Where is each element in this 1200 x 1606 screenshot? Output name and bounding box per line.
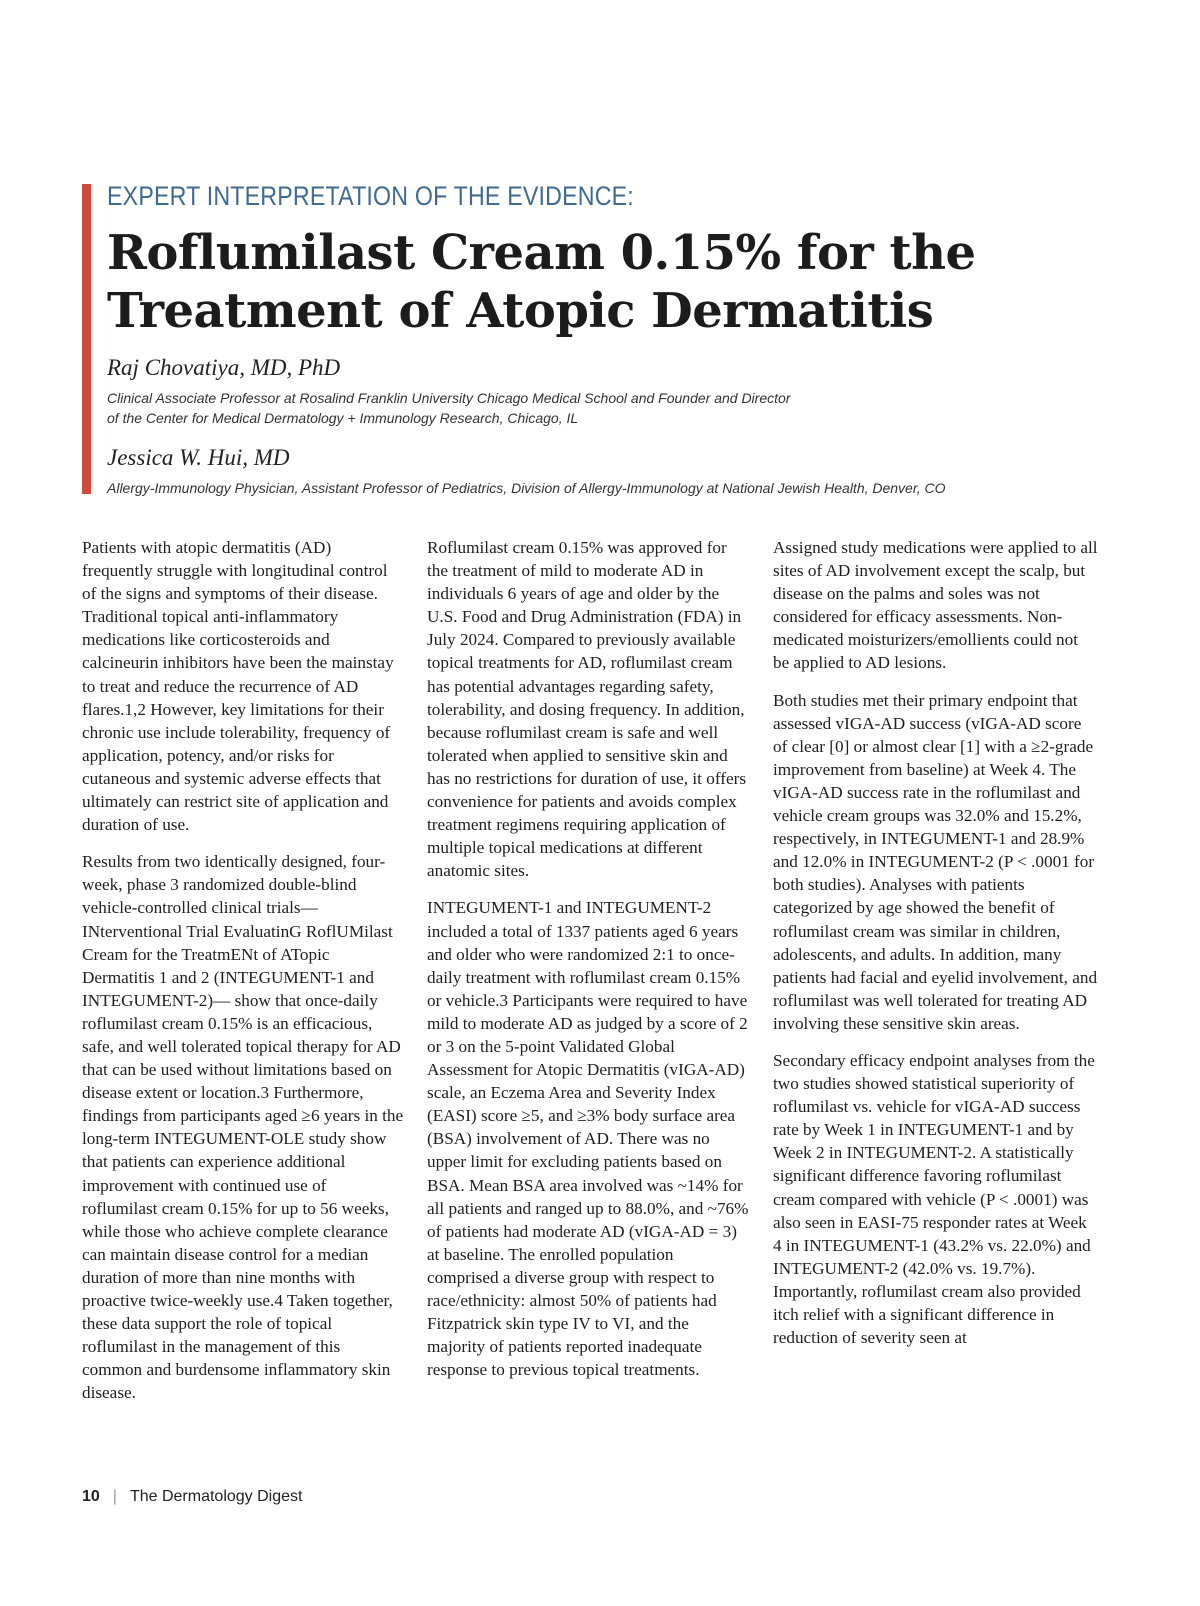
author-affiliation: Clinical Associate Professor at Rosalind Franklin University Chicago Medical School and Founder and Director of the Center for Medical Dermatology + Immunology Research, Chicago, IL <box>107 390 791 426</box>
body-column-2 <box>427 536 749 1395</box>
body-paragraph: Both studies met their primary endpoint that assessed vIGA-AD success (vIGA-AD score of clear [0] or almost clear [1] with a ≥2-grade improvement from baseline) at Week 4. The vIGA-AD success rate in the roflumilast and vehicle cream groups was 32.0% and 15.2%, respectively, in INTEGUMENT-1 and 28.9% and 12.0% in INTEGUMENT-2 (P < .0001 for both studies). Analyses with patients categorized by age showed the benefit of roflumilast cream was similar in children, adolescents, and adults. In addition, many patients had facial and eyelid involvement, and roflumilast was well tolerated for treating AD involving these sensitive skin areas. <box>773 690 1098 1033</box>
author-name: Raj Chovatiya, MD, PhD <box>107 355 341 380</box>
author-block-2 <box>107 444 1147 498</box>
article-header <box>107 180 1147 498</box>
author-affiliation: Allergy-Immunology Physician, Assistant Professor of Pediatrics, Division of Allergy-Immunology at National Jewish Health, Denver, CO <box>107 480 946 496</box>
body-paragraph: Assigned study medications were applied to all sites of AD involvement except the scalp, but disease on the palms and soles was not considered for efficacy assessments. Non-medicated moisturizers/emollients could not be applied to AD lesions. <box>773 538 1098 673</box>
publication-name: The Dermatology Digest <box>129 1488 303 1505</box>
body-paragraph: Results from two identically designed, four-week, phase 3 randomized double-blind vehicle-controlled clinical trials—INterventional Trial EvaluatinG RoflUMilast Cream for the TreatmENt of ATopic Dermatitis 1 and 2 (INTEGUMENT-1 and INTEGUMENT-2)— show that once-daily roflumilast cream 0.15% is an efficacious, safe, and well tolerated topical therapy for AD that can be used without limitations based on disease extent or location.3 Furthermore, findings from participants aged ≥6 years in the long-term INTEGUMENT-OLE study show that patients can experience additional improvement with continued use of roflumilast cream 0.15% for up to 56 weeks, while those who achieve complete clearance can maintain disease control for a median duration of more than nine months with proactive twice-weekly use.4 Taken together, these data support the role of topical roflumilast in the management of this common and burdensome inflammatory skin disease. <box>82 852 404 1403</box>
body-column-1 <box>82 536 404 1418</box>
author-block-1 <box>107 354 1147 428</box>
article-title <box>107 224 1147 340</box>
footer-separator: | <box>112 1488 117 1505</box>
body-paragraph: INTEGUMENT-1 and INTEGUMENT-2 included a total of 1337 patients aged 6 years and older who were randomized 2:1 to once-daily treatment with roflumilast cream 0.15% or vehicle.3 Participants were required to have mild to moderate AD as judged by a score of 2 or 3 on the 5-point Validated Global Assessment for Atopic Dermatitis (vIGA-AD) scale, an Eczema Area and Severity Index (EASI) score ≥5, and ≥3% body surface area (BSA) involvement of AD. There was no upper limit for excluding patients based on BSA. Mean BSA area involved was ~14% for all patients and ranged up to 88.0%, and ~76% of patients had moderate AD (vIGA-AD = 3) at baseline. The enrolled population comprised a diverse group with respect to race/ethnicity: almost 50% of patients had Fitzpatrick skin type IV to VI, and the majority of patients reported inadequate response to previous topical treatments. <box>427 898 749 1380</box>
author-name: Jessica W. Hui, MD <box>107 445 290 470</box>
body-paragraph: Roflumilast cream 0.15% was approved for the treatment of mild to moderate AD in individuals 6 years of age and older by the U.S. Food and Drug Administration (FDA) in July 2024. Compared to previously available topical treatments for AD, roflumilast cream has potential advantages regarding safety, tolerability, and dosing frequency. In addition, because roflumilast cream is safe and well tolerated when applied to sensitive skin and has no restrictions for duration of use, it offers convenience for patients and avoids complex treatment regimens requiring application of multiple topical medications at different anatomic sites. <box>427 538 747 881</box>
article-title-line-1: Roflumilast Cream 0.15% for the <box>107 225 976 281</box>
body-column-3 <box>773 536 1098 1363</box>
article-kicker: EXPERT INTERPRETATION OF THE EVIDENCE: <box>107 181 634 211</box>
page-footer <box>82 1488 302 1506</box>
body-paragraph: Secondary efficacy endpoint analyses from the two studies showed statistical superiority of roflumilast vs. vehicle for vIGA-AD success rate by Week 1 in INTEGUMENT-1 and by Week 2 in INTEGUMENT-2. A statistically significant difference favoring roflumilast cream compared with vehicle (P < .0001) was also seen in EASI-75 responder rates at Week 4 in INTEGUMENT-1 (43.2% vs. 22.0%) and INTEGUMENT-2 (42.0% vs. 19.7%). Importantly, roflumilast cream also provided itch relief with a significant difference in reduction of severity seen at <box>773 1050 1095 1348</box>
body-paragraph: Patients with atopic dermatitis (AD) frequently struggle with longitudinal control of the signs and symptoms of their disease. Traditional topical anti-inflammatory medications like corticosteroids and calcineurin inhibitors have been the mainstay to treat and reduce the recurrence of AD flares.1,2 However, key limitations for their chronic use include tolerability, frequency of application, potency, and/or risks for cutaneous and systemic adverse effects that ultimately can restrict site of application and duration of use. <box>82 538 394 835</box>
article-title-line-2: Treatment of Atopic Dermatitis <box>107 283 934 339</box>
header-accent-bar <box>82 184 91 494</box>
page-number: 10 <box>82 1488 100 1505</box>
